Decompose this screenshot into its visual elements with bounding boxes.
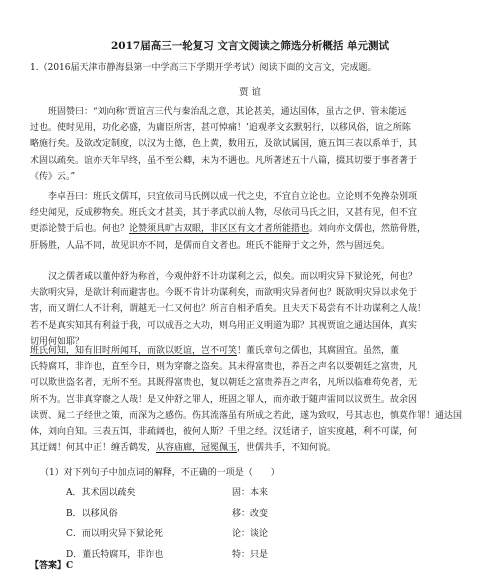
passage-line <box>30 343 486 359</box>
passage-text: 其迂阔！何其中正！缠舌鹤发， <box>30 443 157 454</box>
passage-text: 更添论赞于后也。何也？ <box>30 224 130 235</box>
passage-text: 氏特腐耳，非诈也，直至今日，则为穿窬之盗矣。其未得富贵也，养吾之声名以要朝廷之富贵，凡 <box>30 362 418 373</box>
passage-text: 班固赞曰：“刘向称‘贾谊言三代与秦治乱之意，其论甚美，通达国体，虽古之伊、管未能远 <box>30 107 407 117</box>
passage-line <box>30 440 486 456</box>
passage-line <box>30 301 486 317</box>
passage-text: 。刘向亦文儒也，然筋骨胜， <box>309 224 427 235</box>
passage-text: ，世儒共手，不知何说。 <box>237 443 337 454</box>
passage-text: 夫欲明灾异，是欲计利而避害也。今既不肯计功谋利矣，而欲明灾异者何也？既欲明灾异以求免于 <box>30 288 418 299</box>
passage-line <box>30 285 486 301</box>
passage-line <box>30 392 486 408</box>
passage-text: 所不为。岂非真穿窬之人哉！是又仲舒之罪人，班固之罪人，而亦敢于随声雷同以议贾生。故余因 <box>30 394 418 405</box>
passage-line <box>30 359 486 375</box>
passage-paragraph <box>30 269 486 350</box>
underlined-sentence: 班氏何知，知有旧时所闻耳，而欲以贬谊，岂不可笑 <box>30 346 238 356</box>
passage-line <box>30 408 486 424</box>
passage-text: 略施行矣。及欲改定制度，以汉为土德，色上黄，数用五，及欲试属国，施五饵三表以系单于，其 <box>30 139 418 150</box>
passage-line <box>30 375 486 391</box>
passage-text: 可以欺世盗名者，无所不至。其既得富贵也，复以朝廷之富贵养吾之声名，凡所以临难苟免者，无 <box>30 378 418 389</box>
passage-text: ！董氏章句之儒也，其腐固宜。虽然，董 <box>237 346 400 356</box>
passage-line <box>30 205 486 221</box>
passage-text: 若不是真实知其有利益于我，可以成吾之大功，则乌用正义明道为耶？其视贾谊之通达国体，真实 <box>30 320 418 331</box>
passage-text: 术固以疏矣。谊亦天年早终，虽不至公卿，未为不遇也。凡所著述五十八篇，掇其切要于事者著于 <box>30 155 418 166</box>
passage-paragraph <box>30 104 486 185</box>
passage-line <box>30 318 486 334</box>
passage-text: 《传》云。” <box>30 171 76 182</box>
option-a-sentence: A．其术固以疏矣 <box>66 488 136 498</box>
passage-line <box>30 424 486 440</box>
passage-text: 经史闻见，反成秽物矣。班氏文才甚美，其于孝武以前人物，尽依司马氏之旧，又甚有见，但不宜 <box>30 208 418 219</box>
passage-text: 汉之儒者咸以董仲舒为称首，今观仲舒不计功谋利之云，似矣。而以明灾异下狱论死，何也？ <box>30 272 418 282</box>
passage-paragraph <box>30 343 486 456</box>
option-b-sentence: B．以移风俗 <box>66 509 118 519</box>
passage-text: 体，刘向自知。三表五饵，非疏阔也，彼何人斯？千里之经。汉廷诸子，谊实度越，利不可谋，何 <box>30 427 418 438</box>
option-d-sentence: D．董氏特腐耳，非诈也 <box>66 550 164 560</box>
passage-paragraph <box>30 189 486 254</box>
document-title: 2017届高三一轮复习 文言文阅读之筛选分析概括 单元测试 <box>110 40 390 52</box>
underlined-sentence: 从容庙廊，冠冕佩玉 <box>156 443 238 454</box>
underlined-sentence: 论赞须具旷古双眼，非区区有文才者所能措也 <box>129 224 310 235</box>
passage-text: 肝肠胜，人品不同，故见识亦不同，是儒而自文者也。班氏不能辩于文之外，然与固远矣。 <box>30 240 391 251</box>
passage-line <box>30 189 486 205</box>
passage-line <box>30 238 486 254</box>
question-intro: 1.（2016届天津市静海县第一中学高三下学期开学考试）阅读下面的文言文，完成题。 <box>30 63 377 73</box>
passage-text: 切用何如耶？ <box>30 336 85 347</box>
passage-text: 李卓吾曰：班氏文儒耳，只宜依司马氏例以成一代之史，不宜自立论也。立论则不免搀杂别项 <box>30 192 418 202</box>
passage-line <box>30 104 486 120</box>
passage-title: 贾 谊 <box>238 87 262 98</box>
passage-text: 读贾、晁二子经世之策，而深为之感伤。伤其流落虽有所成之若此，遂为致叹，号其志也，慎莫作罪！通达国 <box>30 410 463 421</box>
option-b-gloss: 移：改变 <box>232 509 269 519</box>
passage-line <box>30 120 486 136</box>
passage-line <box>30 136 486 152</box>
passage-line <box>30 153 486 169</box>
option-c-gloss: 论：谈论 <box>232 529 269 539</box>
passage-line <box>30 221 486 237</box>
option-c-sentence: C．而以明灾异下狱论死 <box>66 529 163 539</box>
passage-line <box>30 269 486 285</box>
passage-text: 过也。使时见用，功化必盛，为庸臣所害，甚可悼痛！’追观孝文玄默躬行，以移风俗，谊之所陈 <box>30 123 411 134</box>
passage-line <box>30 169 486 185</box>
option-a-gloss: 固：本来 <box>232 488 269 498</box>
sub-question: （1）对下列句子中加点词的解释，不正确的一项是（ ） <box>40 468 280 478</box>
passage-text: 害，而又谓仁人不计利，谓越无一仁又何也？所言自相矛盾矣。且夫天下曷尝有不计功谋利之人哉！ <box>30 304 427 315</box>
answer-label: 【答案】C <box>30 561 74 571</box>
option-d-gloss: 特：只是 <box>232 550 269 560</box>
